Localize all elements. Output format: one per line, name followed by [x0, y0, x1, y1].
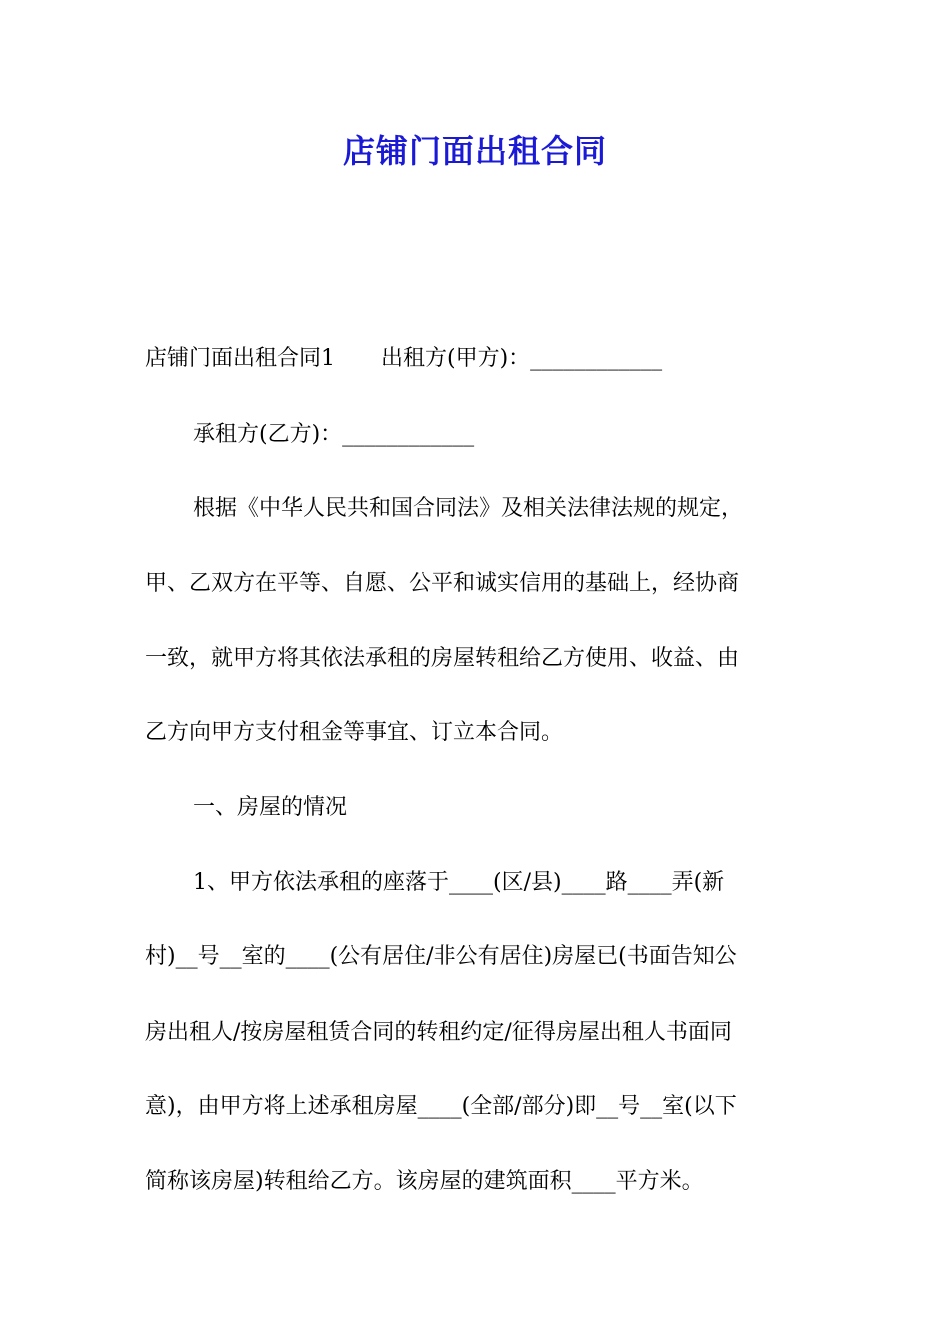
- paragraph-line: 甲、乙双方在平等、自愿、公平和诚实信用的基础上，经协商: [145, 571, 740, 596]
- paragraph-line: 1、甲方依法承租的座落于____(区/县)____路____弄(新: [193, 870, 725, 895]
- paragraph-line: 乙方向甲方支付租金等事宜、订立本合同。: [145, 720, 564, 745]
- paragraph-line: 一致，就甲方将其依法承租的房屋转租给乙方使用、收益、由: [145, 646, 740, 671]
- lessor-line: 出租方(甲方)：____________: [381, 346, 663, 371]
- paragraph-line: 村)__号__室的____(公有居住/非公有居住)房屋已(书面告知公: [145, 944, 737, 969]
- lessee-line: 承租方(乙方)：____________: [193, 422, 475, 447]
- paragraph-line: 简称该房屋)转租给乙方。该房屋的建筑面积____平方米。: [145, 1169, 704, 1194]
- first-line: [145, 344, 662, 374]
- contract-heading: 店铺门面出租合同1: [145, 346, 335, 371]
- section-heading: 一、房屋的情况: [193, 795, 348, 820]
- document-title: 店铺门面出租合同: [342, 132, 607, 170]
- paragraph-line: 意)，由甲方将上述承租房屋____(全部/部分)即__号__室(以下: [145, 1094, 737, 1119]
- paragraph-line: 根据《中华人民共和国合同法》及相关法律法规的规定，: [193, 496, 744, 521]
- paragraph-line: 房出租人/按房屋租赁合同的转租约定/征得房屋出租人书面同: [145, 1020, 732, 1045]
